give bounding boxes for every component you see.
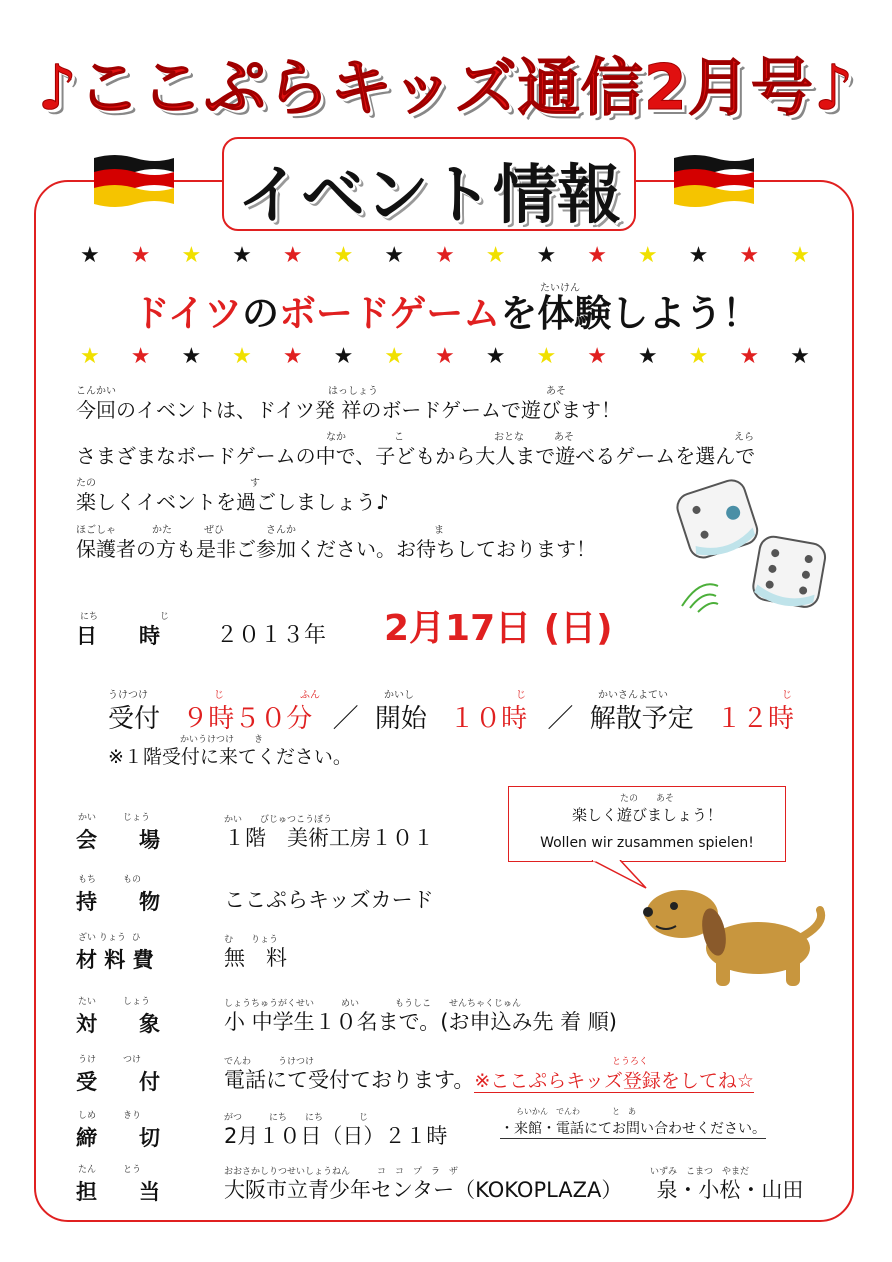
detail-value [224,942,287,972]
detail-value [224,1006,617,1036]
detail-label-ruby: かい じょう [78,813,151,823]
star-icon: ★ [333,243,354,268]
star-icon: ★ [80,344,100,369]
detail-value [224,1120,447,1150]
detail-label-ruby: しめ きり [78,1111,142,1121]
time-separator: ／ [547,704,574,734]
contact-ruby: らいかん でんわ と あ [516,1107,636,1116]
event-label: イベント情報 [237,159,621,233]
schedule-year: ２０１３年 [216,623,327,648]
star-icon: ★ [181,344,202,369]
detail-value-text: 小 中学生１０名まで。(お申込み先 着 順) [224,1010,617,1034]
detail-label: 対 象 [76,1012,160,1036]
detail-value [224,884,434,914]
star-icon: ★ [282,344,303,369]
staff-names: 泉・小松・山田 [656,1178,804,1202]
german-flag-icon [670,152,756,210]
star-icon: ★ [485,344,506,369]
end-label: 解散予定 [589,704,694,734]
detail-value-text: 大阪市立青少年センター（KOKOPLAZA） [224,1178,623,1202]
detail-label: 担 当 [76,1180,160,1204]
note-ruby: かいうけつけ き [180,735,264,745]
detail-value [224,1174,803,1204]
intro-line-3: 楽しくイベントを過ごしましょう♪ [76,490,389,514]
reception-note: ※１階受付に来てください。 [108,746,352,768]
detail-label-ruby: もち もの [78,875,142,885]
detail-value-text: １階 美術工房１０１ [224,826,434,850]
register-note: ※ここぷらキッズ登録をしてね☆ [474,1070,754,1092]
detail-label: 受 付 [76,1070,160,1094]
start-label: 開始 [374,704,427,734]
schedule-label: 日 時 [76,624,160,648]
detail-value-text: 無 料 [224,946,287,970]
star-icon: ★ [435,243,455,268]
star-icon: ★ [536,344,557,369]
headline-no: の [241,292,279,335]
schedule-date: 2月17日 (日) [384,608,613,649]
detail-value-text: ここぷらキッズカード [224,888,434,912]
star-icon: ★ [232,344,252,369]
star-icon: ★ [232,243,252,268]
star-row-bottom [80,346,810,368]
intro-line-4: 保護者の方も是非ご参加ください。お待ちしております！ [76,537,596,561]
detail-label: 会 場 [76,828,160,852]
detail-label-ruby: たん とう [78,1165,142,1175]
star-row-top [80,245,810,267]
detail-label: 持 物 [76,890,160,914]
star-icon: ★ [384,344,405,369]
star-icon: ★ [790,243,810,268]
detail-value-ruby: しょうちゅうがくせい めい もうしこ せんちゃくじゅん [224,999,522,1009]
star-icon: ★ [536,243,557,268]
speech-bubble [508,786,786,862]
star-icon: ★ [333,344,354,369]
headline-boardgame: ボードゲーム [278,292,501,335]
star-icon: ★ [130,243,151,268]
staff-ruby: いずみ こまつ やまだ [650,1167,750,1177]
star-icon: ★ [688,243,709,268]
german-flag-icon [90,152,176,210]
reception-label: 受付 [108,704,161,734]
detail-value-text: 2月１０日（日）２１時 [224,1124,448,1148]
register-ruby: とうろく [612,1057,649,1067]
star-icon: ★ [790,344,810,369]
detail-label: 材 料 費 [76,948,154,972]
star-icon: ★ [587,344,607,369]
time-line [108,698,794,735]
bubble-ruby: たの あそ [619,794,674,804]
time-separator: ／ [332,704,359,734]
end-time: １２時 [715,704,794,734]
star-icon: ★ [80,243,100,268]
star-icon: ★ [181,243,202,268]
star-icon: ★ [435,344,455,369]
star-icon: ★ [637,243,658,268]
newsletter-title: ♪ここぷらキッズ通信2月号♪ [37,51,855,124]
detail-value [224,1064,754,1094]
detail-label: 締 切 [76,1126,160,1150]
detail-value [224,822,434,852]
star-icon: ★ [739,243,760,268]
star-icon: ★ [587,243,607,268]
headline-germany: ドイツ [132,292,242,335]
detail-value-ruby: でんわ うけつけ [224,1057,315,1067]
star-icon: ★ [688,344,709,369]
detail-label-ruby: ざい りょう ひ [78,933,141,943]
intro-line-2: さまざまなボードゲームの中で、子どもから大人まで遊べるゲームを選んで [76,444,756,468]
schedule-ruby: にち じ [80,612,170,622]
headline [0,283,892,337]
bubble-german: Wollen wir zusammen spielen! [540,835,754,851]
detail-label-ruby: うけ つけ [78,1055,142,1065]
headline-try: を体験しよう！ [500,292,760,335]
contact-note: ・来館・電話にてお問い合わせください。 [500,1118,766,1139]
detail-value-ruby: かい びじゅつこうぼう [224,815,333,825]
star-icon: ★ [637,344,658,369]
headline-ruby: たいけん [540,283,580,294]
star-icon: ★ [130,344,151,369]
dice-icon [672,478,832,623]
start-time: １０時 [449,704,528,734]
star-icon: ★ [739,344,760,369]
star-icon: ★ [485,243,506,268]
detail-value-ruby: む りょう [224,935,279,945]
dog-icon [640,880,830,990]
detail-value-ruby: がつ にち にち じ [224,1113,369,1123]
intro-line-1: 今回のイベントは、ドイツ発 祥のボードゲームで遊びます！ [76,398,621,422]
detail-value-ruby: おおさかしりつせいしょうねん コ コ プ ラ ザ [224,1167,459,1177]
detail-value-text: 電話にて受付ております。 [224,1068,475,1092]
star-icon: ★ [282,243,303,268]
bubble-japanese: 楽しく遊びましょう！ [571,806,722,824]
detail-label-ruby: たい しょう [78,997,151,1007]
star-icon: ★ [384,243,405,268]
reception-time: ９時５０分 [182,704,313,734]
